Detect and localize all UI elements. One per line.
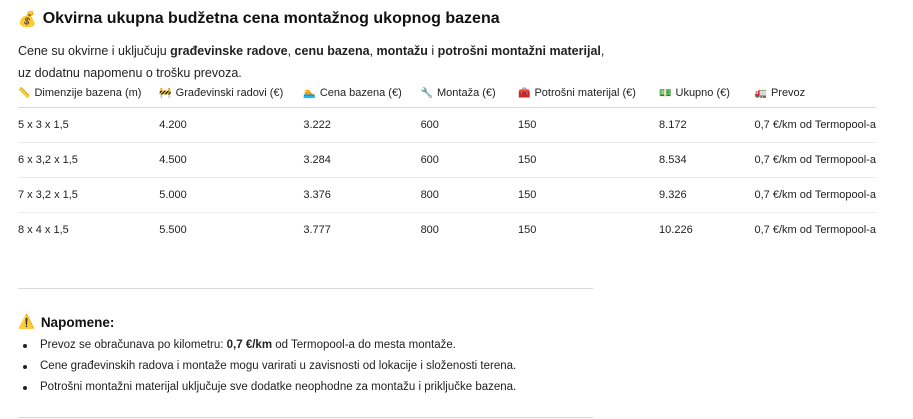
cell-transport: 0,7 €/km od Termopool-a: [754, 143, 876, 178]
cell-materials: 150: [518, 224, 537, 236]
cell-pool-price: 3.777: [303, 224, 331, 236]
money-bag-icon: 💰: [18, 11, 37, 28]
divider: [18, 417, 593, 418]
cell-pool-price: 3.376: [303, 178, 420, 213]
column-header-label: Građevinski radovi (€): [175, 87, 284, 99]
cell-materials: 150: [518, 143, 659, 178]
intro-text: ,: [369, 44, 377, 58]
intro-text: , uz dodatnu napomenu o trošku prevoza.: [18, 44, 605, 80]
intro-bold: montažu: [376, 44, 428, 58]
list-item: [18, 335, 516, 356]
cell-total: 9.326: [659, 178, 754, 213]
cell-dimensions: 7 x 3,2 x 1,5: [18, 178, 159, 213]
notes-list: [18, 335, 516, 398]
note-text: Prevoz se obračunava po kilometru:: [40, 339, 227, 351]
table-row: [18, 178, 876, 213]
column-header-transport: [754, 86, 876, 108]
divider: [18, 288, 593, 289]
cell-construction: 4.500: [159, 143, 303, 178]
construction-icon: 🚧: [159, 88, 172, 99]
intro-bold: cenu bazena: [294, 44, 370, 58]
column-header-installation: [421, 86, 518, 108]
toolbox-icon: 🧰: [518, 88, 531, 99]
cell-dimensions: 6 x 3,2 x 1,5: [18, 143, 159, 178]
intro-bold: građevinske radove: [170, 44, 288, 58]
cell-transport: 0,7 €/km od Termopool-a: [754, 178, 876, 213]
ruler-icon: 📏: [18, 88, 31, 99]
list-item: Potrošni montažni materijal uključuje sve dodatke neophodne za montažu i priključke bazena.: [18, 377, 516, 398]
notes-heading-text: Napomene:: [40, 314, 115, 330]
column-header-pool-price: [303, 86, 420, 108]
table-row: [18, 143, 876, 178]
cell-installation: 800: [421, 178, 518, 213]
column-header-label: Montaža (€): [437, 87, 496, 99]
column-header-label: Prevoz: [770, 87, 806, 99]
cell-pool-price: 3.222: [303, 108, 420, 143]
notes-heading: [18, 314, 114, 330]
page-title: [18, 10, 500, 28]
cell-installation: 600: [421, 143, 518, 178]
cell-total: 10.226: [659, 224, 693, 236]
note-bold: 0,7 €/km: [226, 339, 273, 351]
column-header-dimensions: [18, 86, 159, 108]
cell-materials: 150: [518, 178, 659, 213]
intro-text: ,: [287, 44, 295, 58]
cell-dimensions: 8 x 4 x 1,5: [18, 224, 69, 236]
cell-installation: 800: [420, 224, 439, 236]
column-header-label: Ukupno (€): [675, 87, 730, 99]
intro-bold: potrošni montažni materijal: [437, 44, 601, 58]
column-header-total: [659, 86, 754, 108]
cell-transport: 0,7 €/km od Termopool-a: [754, 224, 876, 236]
table-row: [18, 213, 876, 248]
cell-materials: 150: [518, 108, 659, 143]
list-item: Cene građevinskih radova i montaže mogu varirati u zavisnosti od lokacije i složenosti terena.: [18, 356, 516, 377]
cell-transport: 0,7 €/km od Termopool-a: [754, 108, 876, 143]
column-header-materials: [518, 86, 659, 108]
cell-total: 8.534: [659, 143, 754, 178]
cell-construction: 5.000: [159, 178, 303, 213]
column-header-label: Cena bazena (€): [319, 87, 402, 99]
column-header-label: Potrošni materijal (€): [534, 87, 636, 99]
cell-installation: 600: [421, 108, 518, 143]
intro-paragraph: [18, 40, 618, 84]
swimmer-icon: 🏊: [303, 88, 316, 99]
budget-table: [18, 86, 876, 247]
cell-construction: 5.500: [159, 224, 187, 236]
cell-total: 8.172: [659, 108, 754, 143]
column-header-label: Dimenzije bazena (m): [34, 87, 142, 99]
intro-text: Cene su okvirne i uključuju: [18, 44, 171, 58]
truck-icon: 🚛: [754, 88, 767, 99]
table-header-row: [18, 86, 876, 108]
warning-icon: ⚠️: [18, 314, 35, 329]
table-row: [18, 108, 876, 143]
note-text: od Termopool-a do mesta montaže.: [272, 339, 456, 351]
page-title-text: Okvirna ukupna budžetna cena montažnog ukopnog bazena: [42, 10, 500, 27]
column-header-construction: [159, 86, 303, 108]
cell-construction: 4.200: [159, 108, 303, 143]
intro-text: i: [427, 44, 438, 58]
cell-dimensions: 5 x 3 x 1,5: [18, 108, 159, 143]
wrench-icon: 🔧: [420, 88, 434, 99]
cell-pool-price: 3.284: [303, 143, 420, 178]
banknote-icon: 💵: [659, 88, 672, 99]
